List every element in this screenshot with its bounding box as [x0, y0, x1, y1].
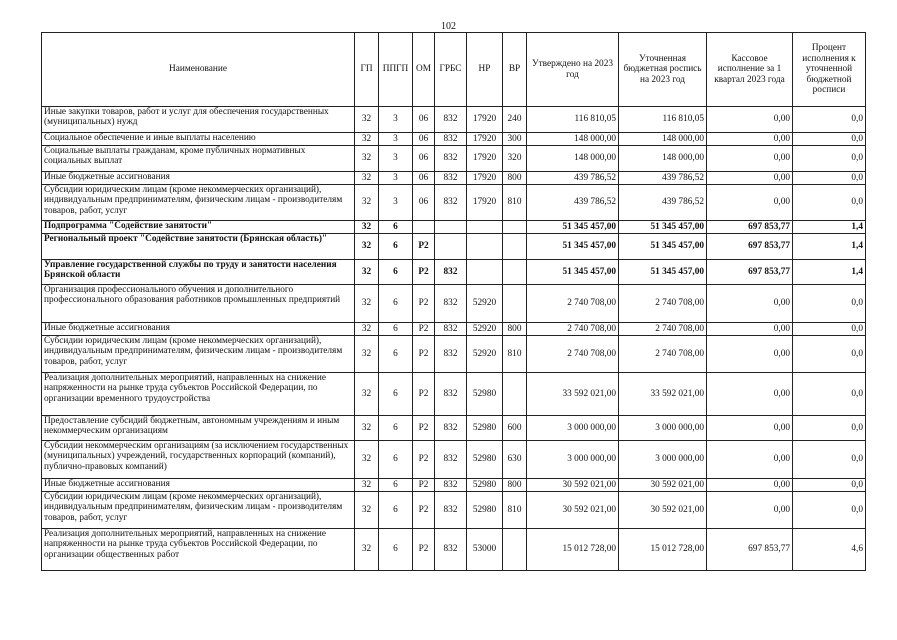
header-nr: НР: [467, 33, 503, 107]
row-gp: 32: [355, 146, 379, 172]
row-ppgp: 3: [379, 133, 413, 146]
row-om: P2: [413, 323, 435, 336]
row-executed: 0,00: [707, 492, 793, 529]
row-vr: [503, 234, 527, 260]
row-grbs: 832: [435, 336, 467, 373]
row-approved: 439 786,52: [527, 172, 619, 185]
row-nr: 52980: [467, 416, 503, 441]
row-ppgp: 6: [379, 285, 413, 323]
row-gp: 32: [355, 416, 379, 441]
row-percent: 0,0: [793, 185, 866, 221]
row-executed: 697 853,77: [707, 234, 793, 260]
row-grbs: 832: [435, 133, 467, 146]
row-approved: 2 740 708,00: [527, 323, 619, 336]
row-executed: 0,00: [707, 146, 793, 172]
row-name: Субсидии юридическим лицам (кроме некоммерческих организаций), индивидуальным предпринимателям, физическим лицам - производителям товаров, работ, услуг: [42, 185, 355, 221]
row-percent: 0,0: [793, 373, 866, 416]
table-row: [42, 492, 866, 529]
row-approved: 3 000 000,00: [527, 441, 619, 479]
row-ppgp: 6: [379, 336, 413, 373]
row-vr: [503, 221, 527, 234]
row-vr: 240: [503, 107, 527, 133]
row-revised: 15 012 728,00: [619, 529, 707, 571]
row-grbs: 832: [435, 416, 467, 441]
row-gp: 32: [355, 221, 379, 234]
row-vr: 800: [503, 479, 527, 492]
row-executed: 0,00: [707, 323, 793, 336]
row-vr: 810: [503, 336, 527, 373]
row-percent: 4,6: [793, 529, 866, 571]
row-percent: 0,0: [793, 323, 866, 336]
row-ppgp: 6: [379, 441, 413, 479]
row-ppgp: 6: [379, 373, 413, 416]
row-nr: 17920: [467, 172, 503, 185]
row-gp: 32: [355, 260, 379, 285]
table-row: [42, 323, 866, 336]
row-nr: 17920: [467, 185, 503, 221]
row-vr: [503, 260, 527, 285]
row-vr: 810: [503, 185, 527, 221]
row-name: Иные бюджетные ассигнования: [42, 323, 355, 336]
header-revised: Уточненная бюджетная роспись на 2023 год: [619, 33, 707, 107]
row-gp: 32: [355, 185, 379, 221]
row-om: 06: [413, 146, 435, 172]
row-ppgp: 6: [379, 221, 413, 234]
row-grbs: 832: [435, 529, 467, 571]
row-approved: 148 000,00: [527, 133, 619, 146]
row-percent: 0,0: [793, 285, 866, 323]
row-percent: 0,0: [793, 133, 866, 146]
row-gp: 32: [355, 529, 379, 571]
row-vr: [503, 373, 527, 416]
row-approved: 33 592 021,00: [527, 373, 619, 416]
header-vr: ВР: [503, 33, 527, 107]
row-gp: 32: [355, 336, 379, 373]
header-grbs: ГРБС: [435, 33, 467, 107]
header-approved: Утверждено на 2023 год: [527, 33, 619, 107]
row-percent: 0,0: [793, 107, 866, 133]
row-grbs: 832: [435, 441, 467, 479]
row-executed: 0,00: [707, 133, 793, 146]
row-percent: 0,0: [793, 479, 866, 492]
row-executed: 0,00: [707, 416, 793, 441]
row-ppgp: 6: [379, 234, 413, 260]
row-approved: 116 810,05: [527, 107, 619, 133]
row-name: Реализация дополнительных мероприятий, направленных на снижение напряженности на рынке труда субъектов Российской Федерации, по организации общественных работ: [42, 529, 355, 571]
row-om: P2: [413, 416, 435, 441]
row-executed: 697 853,77: [707, 529, 793, 571]
row-vr: 300: [503, 133, 527, 146]
table-row: [42, 416, 866, 441]
row-nr: 52980: [467, 373, 503, 416]
page-number: 102: [441, 21, 456, 32]
row-revised: 2 740 708,00: [619, 336, 707, 373]
row-om: P2: [413, 479, 435, 492]
row-gp: 32: [355, 492, 379, 529]
header-ppgp: ППГП: [379, 33, 413, 107]
row-ppgp: 3: [379, 107, 413, 133]
header-gp: ГП: [355, 33, 379, 107]
row-percent: 0,0: [793, 492, 866, 529]
row-ppgp: 6: [379, 479, 413, 492]
row-ppgp: 6: [379, 260, 413, 285]
row-name: Иные бюджетные ассигнования: [42, 172, 355, 185]
budget-table: [41, 32, 866, 571]
row-vr: 600: [503, 416, 527, 441]
table-row: [42, 336, 866, 373]
row-revised: 148 000,00: [619, 133, 707, 146]
row-name: Иные бюджетные ассигнования: [42, 479, 355, 492]
row-om: P2: [413, 373, 435, 416]
row-percent: 1,4: [793, 234, 866, 260]
row-percent: 0,0: [793, 146, 866, 172]
table-row: [42, 172, 866, 185]
row-ppgp: 6: [379, 416, 413, 441]
row-nr: 52980: [467, 441, 503, 479]
row-gp: 32: [355, 373, 379, 416]
row-approved: 51 345 457,00: [527, 260, 619, 285]
row-approved: 51 345 457,00: [527, 221, 619, 234]
row-gp: 32: [355, 107, 379, 133]
row-approved: 148 000,00: [527, 146, 619, 172]
row-percent: 0,0: [793, 336, 866, 373]
row-nr: 52980: [467, 479, 503, 492]
row-om: [413, 221, 435, 234]
row-vr: 800: [503, 323, 527, 336]
row-name: Подпрограмма "Содействие занятости": [42, 221, 355, 234]
row-vr: [503, 529, 527, 571]
header-percent: Процент исполнения к уточненной бюджетной росписи: [793, 33, 866, 107]
table-row: [42, 260, 866, 285]
row-om: P2: [413, 441, 435, 479]
row-grbs: [435, 221, 467, 234]
row-nr: 17920: [467, 146, 503, 172]
row-nr: [467, 221, 503, 234]
row-revised: 3 000 000,00: [619, 416, 707, 441]
row-name: Субсидии юридическим лицам (кроме некоммерческих организаций), индивидуальным предпринимателям, физическим лицам - производителям товаров, работ, услуг: [42, 492, 355, 529]
table-row: [42, 133, 866, 146]
row-grbs: 832: [435, 323, 467, 336]
row-executed: 0,00: [707, 479, 793, 492]
row-gp: 32: [355, 172, 379, 185]
row-approved: 15 012 728,00: [527, 529, 619, 571]
row-revised: 116 810,05: [619, 107, 707, 133]
row-om: P2: [413, 260, 435, 285]
row-gp: 32: [355, 234, 379, 260]
row-grbs: 832: [435, 492, 467, 529]
row-grbs: 832: [435, 479, 467, 492]
row-om: 06: [413, 133, 435, 146]
row-name: Региональный проект "Содействие занятости (Брянская область)": [42, 234, 355, 260]
row-nr: 52920: [467, 285, 503, 323]
row-gp: 32: [355, 479, 379, 492]
row-nr: [467, 234, 503, 260]
row-om: P2: [413, 336, 435, 373]
row-executed: 0,00: [707, 373, 793, 416]
row-ppgp: 3: [379, 172, 413, 185]
row-revised: 3 000 000,00: [619, 441, 707, 479]
row-executed: 0,00: [707, 336, 793, 373]
row-nr: 17920: [467, 107, 503, 133]
row-grbs: 832: [435, 107, 467, 133]
row-grbs: 832: [435, 373, 467, 416]
row-executed: 0,00: [707, 172, 793, 185]
header-executed: Кассовое исполнение за 1 квартал 2023 года: [707, 33, 793, 107]
row-percent: 1,4: [793, 221, 866, 234]
row-gp: 32: [355, 285, 379, 323]
row-ppgp: 6: [379, 323, 413, 336]
row-nr: 17920: [467, 133, 503, 146]
row-gp: 32: [355, 133, 379, 146]
row-ppgp: 6: [379, 529, 413, 571]
row-om: P2: [413, 234, 435, 260]
row-percent: 0,0: [793, 441, 866, 479]
row-grbs: [435, 234, 467, 260]
row-revised: 2 740 708,00: [619, 285, 707, 323]
row-percent: 1,4: [793, 260, 866, 285]
row-name: Реализация дополнительных мероприятий, направленных на снижение напряженности на рынке труда субъектов Российской Федерации, по организации временного трудоустройства: [42, 373, 355, 416]
row-grbs: 832: [435, 185, 467, 221]
row-nr: 52920: [467, 336, 503, 373]
row-approved: 2 740 708,00: [527, 285, 619, 323]
table-row: [42, 146, 866, 172]
row-nr: 52920: [467, 323, 503, 336]
row-revised: 51 345 457,00: [619, 221, 707, 234]
row-vr: 630: [503, 441, 527, 479]
row-ppgp: 3: [379, 146, 413, 172]
row-nr: [467, 260, 503, 285]
row-ppgp: 3: [379, 185, 413, 221]
row-executed: 0,00: [707, 285, 793, 323]
table-row: [42, 479, 866, 492]
row-percent: 0,0: [793, 172, 866, 185]
table-row: [42, 185, 866, 221]
row-name: Субсидии юридическим лицам (кроме некоммерческих организаций), индивидуальным предпринимателям, физическим лицам - производителям товаров, работ, услуг: [42, 336, 355, 373]
row-approved: 51 345 457,00: [527, 234, 619, 260]
row-name: Организация профессионального обучения и дополнительного профессионального образования работников промышленных предприятий: [42, 285, 355, 323]
row-om: 06: [413, 172, 435, 185]
table-row: [42, 441, 866, 479]
row-grbs: 832: [435, 172, 467, 185]
row-executed: 0,00: [707, 185, 793, 221]
table-body: [42, 107, 866, 571]
row-grbs: 832: [435, 285, 467, 323]
row-grbs: 832: [435, 260, 467, 285]
row-revised: 51 345 457,00: [619, 260, 707, 285]
table-row: [42, 285, 866, 323]
row-approved: 30 592 021,00: [527, 492, 619, 529]
row-approved: 439 786,52: [527, 185, 619, 221]
row-revised: 148 000,00: [619, 146, 707, 172]
row-name: Предоставление субсидий бюджетным, автономным учреждениям и иным некоммерческим организациям: [42, 416, 355, 441]
row-executed: 697 853,77: [707, 221, 793, 234]
row-vr: 800: [503, 172, 527, 185]
row-grbs: 832: [435, 146, 467, 172]
row-executed: 0,00: [707, 107, 793, 133]
row-revised: 30 592 021,00: [619, 479, 707, 492]
table-row: [42, 221, 866, 234]
row-gp: 32: [355, 323, 379, 336]
row-executed: 697 853,77: [707, 260, 793, 285]
row-om: P2: [413, 492, 435, 529]
header-name: Наименование: [42, 33, 355, 107]
row-approved: 2 740 708,00: [527, 336, 619, 373]
row-revised: 439 786,52: [619, 172, 707, 185]
row-name: Иные закупки товаров, работ и услуг для обеспечения государственных (муниципальных) нужд: [42, 107, 355, 133]
row-om: 06: [413, 185, 435, 221]
table-row: [42, 373, 866, 416]
row-ppgp: 6: [379, 492, 413, 529]
header-om: ОМ: [413, 33, 435, 107]
row-vr: 320: [503, 146, 527, 172]
table-row: [42, 234, 866, 260]
row-revised: 30 592 021,00: [619, 492, 707, 529]
row-vr: [503, 285, 527, 323]
row-name: Социальное обеспечение и иные выплаты населению: [42, 133, 355, 146]
row-approved: 30 592 021,00: [527, 479, 619, 492]
row-gp: 32: [355, 441, 379, 479]
table-header-row: [42, 33, 866, 107]
row-revised: 33 592 021,00: [619, 373, 707, 416]
row-om: P2: [413, 285, 435, 323]
row-om: 06: [413, 107, 435, 133]
row-revised: 51 345 457,00: [619, 234, 707, 260]
row-approved: 3 000 000,00: [527, 416, 619, 441]
row-revised: 2 740 708,00: [619, 323, 707, 336]
row-vr: 810: [503, 492, 527, 529]
row-name: Управление государственной службы по труду и занятости населения Брянской области: [42, 260, 355, 285]
row-om: P2: [413, 529, 435, 571]
row-executed: 0,00: [707, 441, 793, 479]
row-revised: 439 786,52: [619, 185, 707, 221]
table-row: [42, 529, 866, 571]
row-name: Субсидии некоммерческим организациям (за исключением государственных (муниципальных) учреждений, государственных корпораций (компаний), публично-правовых компаний): [42, 441, 355, 479]
row-nr: 52980: [467, 492, 503, 529]
table-row: [42, 107, 866, 133]
row-name: Социальные выплаты гражданам, кроме публичных нормативных социальных выплат: [42, 146, 355, 172]
row-nr: 53000: [467, 529, 503, 571]
row-percent: 0,0: [793, 416, 866, 441]
